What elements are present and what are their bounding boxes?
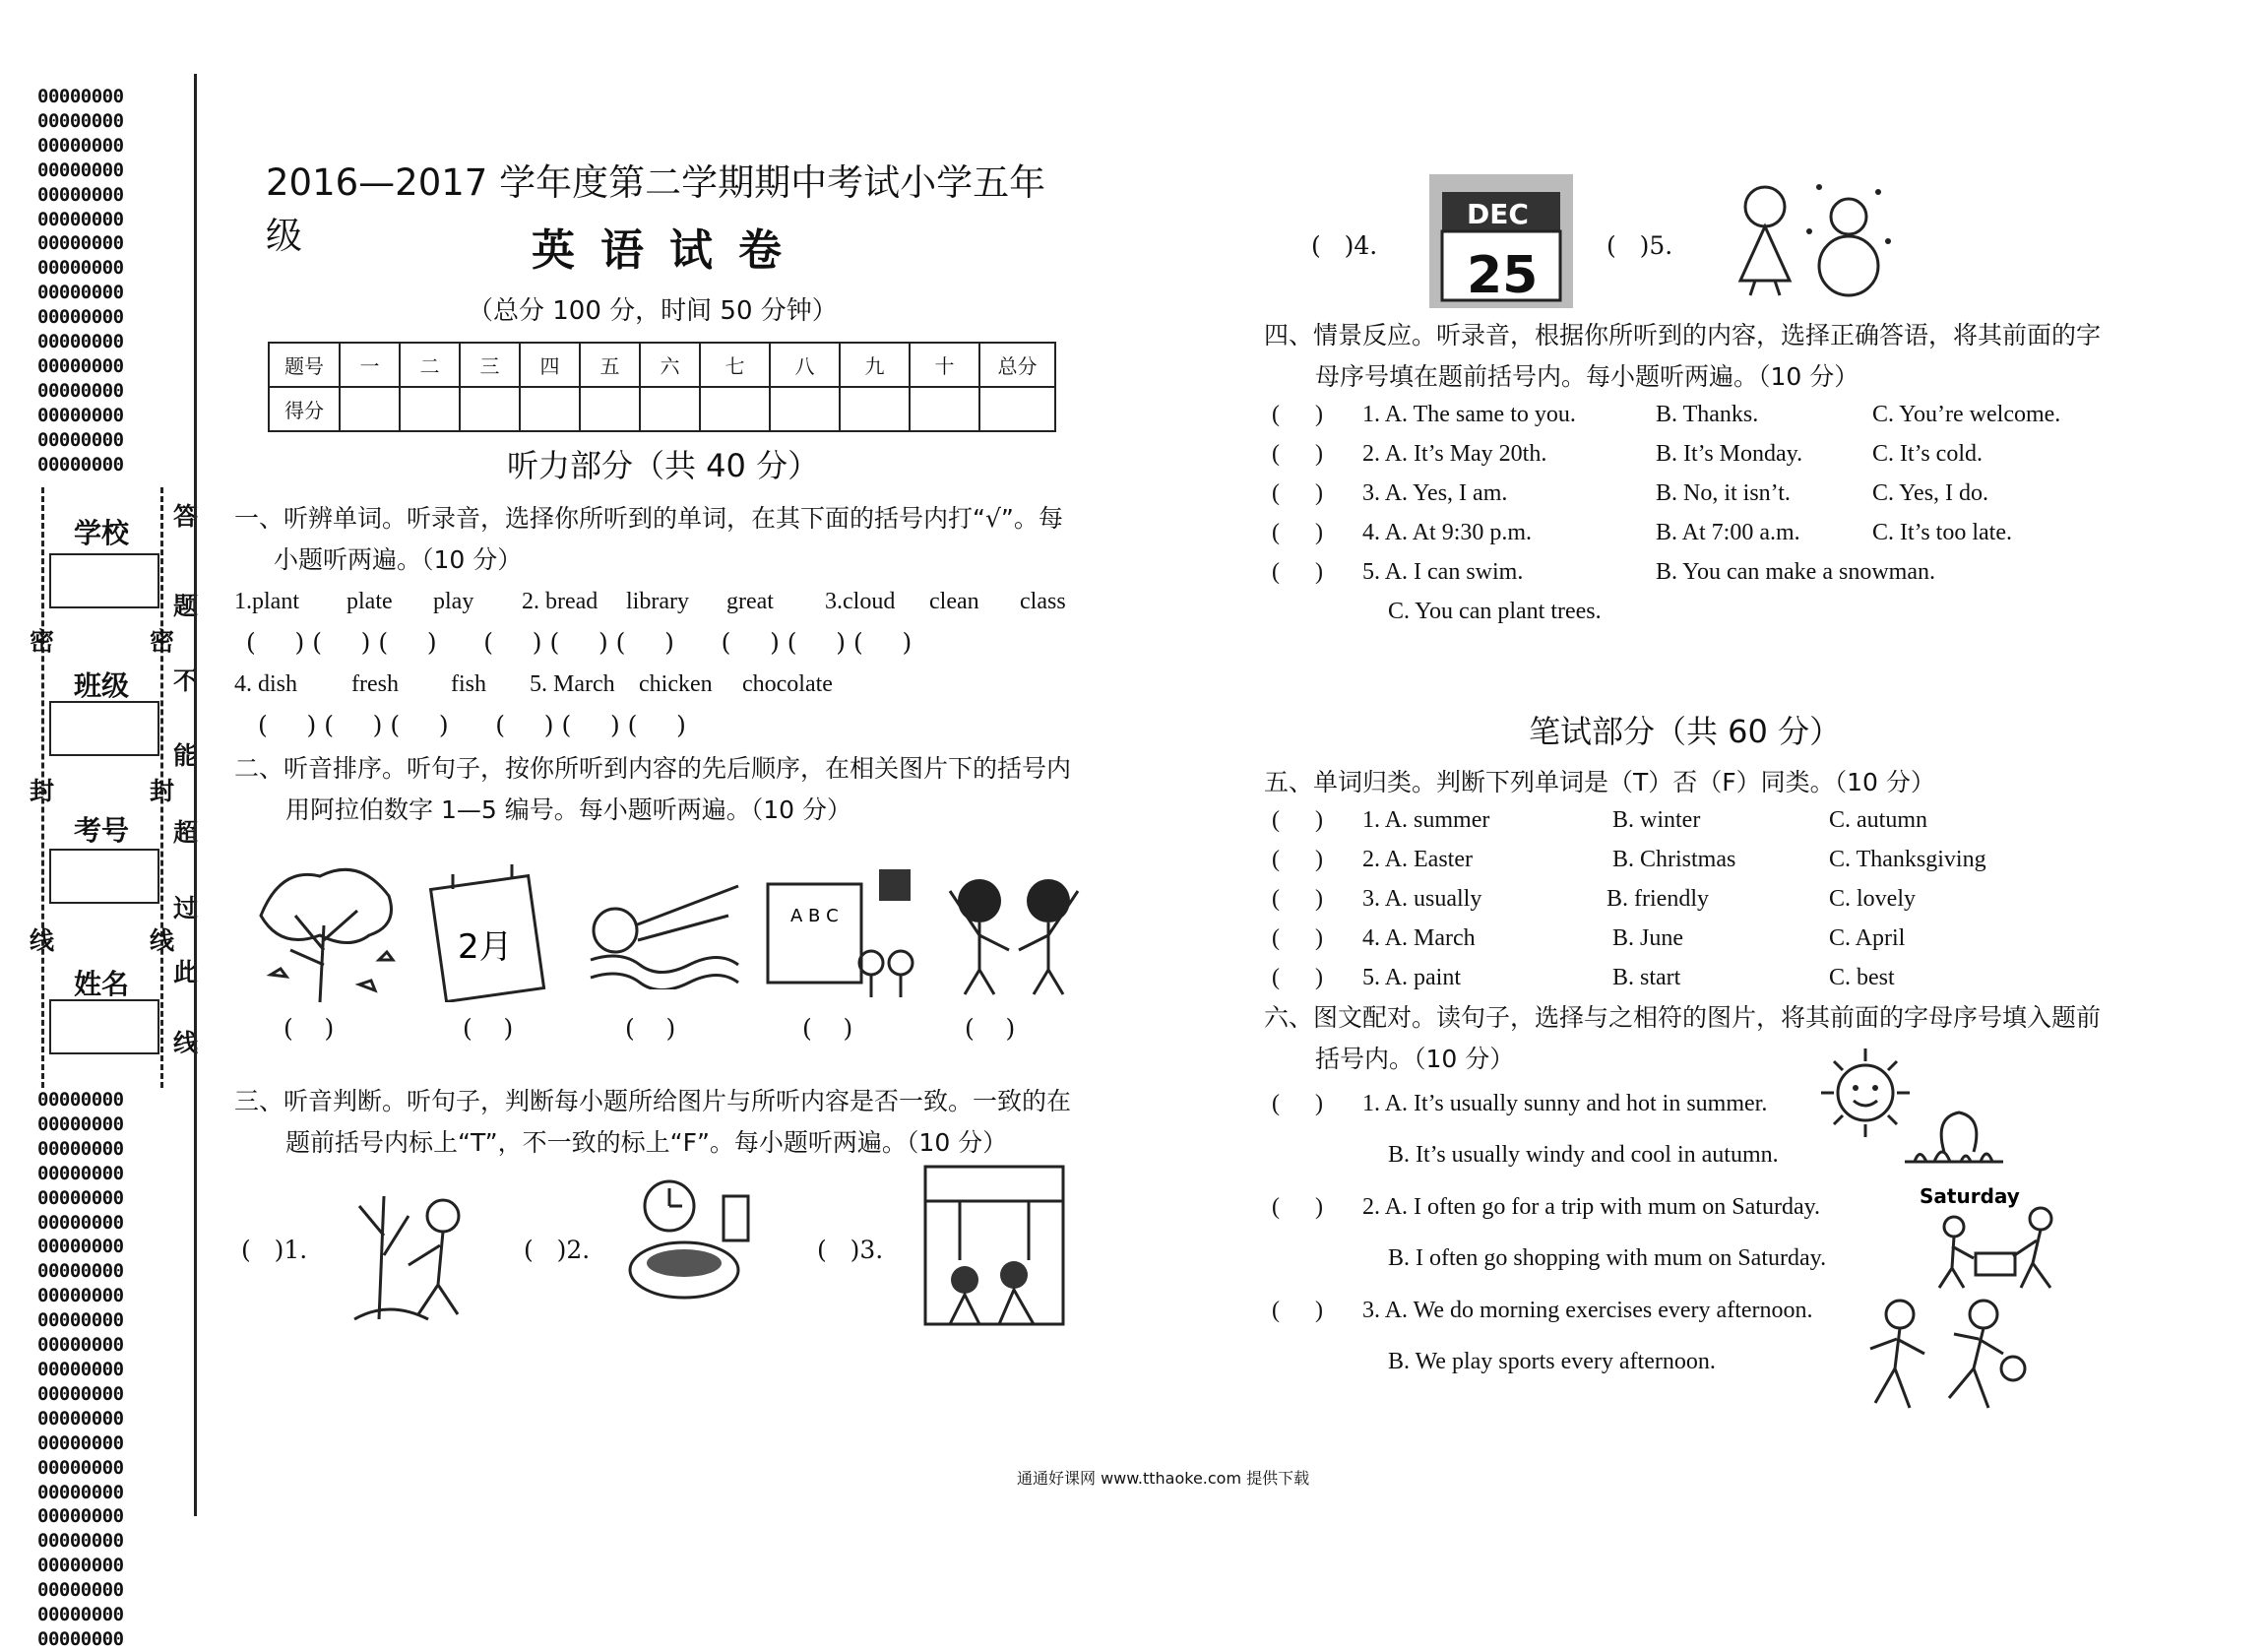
answer-paren[interactable]: ( ) [1272, 1091, 1323, 1116]
word: cloud [843, 589, 896, 614]
q4-instruction: 四、情景反应。听录音，根据你所听到的内容，选择正确答语，将其前面的字 [1264, 321, 2102, 349]
option-b: B. You can make a snowman. [1656, 559, 1935, 585]
swimming-boy-picture [581, 871, 748, 989]
option-b: B. winter [1612, 807, 1701, 833]
q3-item[interactable]: ( )4. [1311, 231, 1378, 260]
score-cell-input[interactable] [979, 387, 1055, 431]
score-table-cell: 七 [700, 343, 770, 387]
answer-paren[interactable]: ( ) [1272, 1194, 1323, 1220]
q6-options [1272, 1091, 1882, 1386]
word: fresh [351, 671, 399, 697]
score-table-cell: 总分 [979, 343, 1055, 387]
option-c: C. autumn [1829, 807, 1927, 833]
score-info: （总分 100 分，时间 50 分钟） [468, 296, 838, 326]
option-a: 4. A. At 9:30 p.m. [1362, 520, 1533, 545]
option-b: B. June [1612, 925, 1683, 951]
score-table-score-row [269, 387, 1055, 431]
option-b: B. Christmas [1612, 847, 1736, 872]
score-cell-input[interactable] [910, 387, 979, 431]
item-number: 1. [284, 1236, 308, 1264]
q1-group [522, 589, 598, 615]
option-a: 1. A. summer [1362, 807, 1490, 833]
item-number: 5. [1649, 231, 1673, 260]
option-c: C. You can plant trees. [1388, 599, 1602, 624]
option-c: C. lovely [1829, 886, 1916, 912]
option-a: 1. A. The same to you. [1362, 402, 1576, 427]
answer-paren[interactable]: ( ) [1272, 886, 1323, 912]
score-table-cell: 一 [340, 343, 400, 387]
word: play [433, 589, 474, 614]
field-label-school: 学校 [73, 517, 129, 549]
word: March [553, 671, 615, 697]
option-c: C. It’s too late. [1872, 520, 2012, 545]
christmas-calendar-picture [1427, 172, 1575, 310]
item-number: 2. [566, 1236, 591, 1264]
q3-item[interactable]: ( )5. [1606, 231, 1673, 260]
warning-char: 超 [173, 818, 199, 847]
name-input[interactable] [49, 999, 159, 1054]
word: plate [346, 589, 393, 614]
subject-title: 英语试卷 [532, 225, 807, 276]
score-table-cell: 八 [770, 343, 840, 387]
seal-mark-left: 封 [30, 777, 55, 805]
calendar-picture [418, 864, 546, 1002]
option-b: B. Thanks. [1656, 402, 1759, 427]
answer-paren[interactable]: ( ) [1272, 520, 1323, 545]
q1-group [825, 589, 895, 615]
writing-section-title: 笔试部分（共 60 分） [1529, 713, 1842, 750]
word: plant [252, 589, 299, 614]
score-table-cell: 题号 [269, 343, 340, 387]
field-label-class: 班级 [73, 669, 129, 702]
warning-char: 此 [173, 958, 199, 986]
score-table-cell: 三 [460, 343, 520, 387]
saturday-label: Saturday [1920, 1184, 2020, 1208]
word: library [626, 589, 689, 614]
item-number: 1. [234, 589, 252, 614]
q1-group [234, 671, 297, 698]
item-number: 3. [859, 1236, 884, 1264]
option-a: 5. A. I can swim. [1362, 559, 1524, 585]
option-b: B. friendly [1606, 886, 1709, 912]
word: dish [258, 671, 298, 697]
score-cell-input[interactable] [580, 387, 640, 431]
q3-item[interactable]: ( )3. [817, 1236, 884, 1264]
score-cell-input[interactable] [340, 387, 400, 431]
answer-paren[interactable]: ( ) [1272, 402, 1323, 427]
exercising-kids-picture [940, 861, 1088, 999]
word: chocolate [742, 671, 833, 697]
warning-char: 能 [173, 741, 199, 770]
q1-instruction-2: 小题听两遍。（10 分） [274, 545, 523, 574]
exam-number-input[interactable] [49, 849, 159, 904]
option-a: 3. A. Yes, I am. [1362, 480, 1508, 506]
warning-char: 答 [173, 502, 199, 531]
shopping-picture [1915, 1179, 2082, 1293]
option-c: C. best [1829, 965, 1895, 990]
listening-section-title: 听力部分（共 40 分） [507, 447, 820, 484]
option-a: 4. A. March [1362, 925, 1476, 951]
answer-paren[interactable]: ( ) [463, 1014, 514, 1043]
option-b: B. We play sports every afternoon. [1388, 1349, 1716, 1374]
score-table-cell: 得分 [269, 387, 340, 431]
option-a: 2. A. Easter [1362, 847, 1473, 872]
seal-mark-inner: 线 [150, 926, 175, 955]
q4-options [1272, 402, 2138, 628]
seal-mark-inner: 密 [150, 627, 175, 656]
score-table-cell: 四 [520, 343, 580, 387]
snowman-picture [1721, 172, 1898, 305]
score-cell-input[interactable] [400, 387, 460, 431]
q1-group [530, 671, 615, 698]
footer-text: 通通好课网 www.tthaoke.com 提供下载 [1017, 1469, 1310, 1488]
warning-char: 不 [173, 667, 199, 695]
score-table-header-row [269, 343, 1055, 387]
answer-paren[interactable]: ( ) [1272, 559, 1323, 585]
field-label-exam-number: 考号 [73, 814, 129, 847]
family-room-picture [920, 1162, 1068, 1329]
field-label-name: 姓名 [73, 968, 129, 1000]
q3-item[interactable]: ( )1. [241, 1236, 308, 1264]
q2-instruction-2: 用阿拉伯数字 1—5 编号。每小题听两遍。（10 分） [285, 795, 851, 824]
answer-parens-row2[interactable]: ( ) ( ) ( ) ( ) ( ) ( ) [258, 711, 686, 739]
q3-instruction-2: 题前括号内标上“T”，不一致的标上“F”。每小题听两遍。（10 分） [285, 1128, 1008, 1157]
answer-paren[interactable]: ( ) [965, 1014, 1016, 1043]
classroom-picture [763, 864, 920, 1002]
score-cell-input[interactable] [520, 387, 580, 431]
breakfast-clock-picture [625, 1176, 763, 1304]
sports-picture [1865, 1295, 2033, 1418]
answer-paren[interactable]: ( ) [1272, 965, 1323, 990]
autumn-tree-picture [251, 857, 399, 1004]
option-c: C. Yes, I do. [1872, 480, 1989, 506]
seal-mark-left: 密 [30, 627, 55, 656]
answer-paren[interactable]: ( ) [802, 1014, 853, 1043]
word: clean [929, 589, 979, 614]
q3-instruction: 三、听音判断。听句子，判断每小题所给图片与所听内容是否一致。一致的在 [234, 1087, 1072, 1115]
answer-paren[interactable]: ( ) [1272, 441, 1323, 467]
option-c: C. You’re welcome. [1872, 402, 2061, 427]
answer-parens-row1[interactable]: ( ) ( ) ( ) ( ) ( ) ( ) ( ) ( ) ( ) [246, 628, 913, 657]
item-number: 5. [530, 671, 547, 697]
score-cell-input[interactable] [640, 387, 700, 431]
score-table-cell: 六 [640, 343, 700, 387]
option-a: 2. A. I often go for a trip with mum on Saturday. [1362, 1194, 1821, 1220]
warning-char: 线 [173, 1029, 199, 1057]
calendar-day-text: 25 [1467, 246, 1539, 305]
option-b: B. No, it isn’t. [1656, 480, 1791, 506]
option-c: C. It’s cold. [1872, 441, 1983, 467]
item-number: 4. [1354, 231, 1378, 260]
option-a: 1. A. It’s usually sunny and hot in summer. [1362, 1091, 1768, 1116]
q4-instruction-2: 母序号填在题前括号内。每小题听两遍。（10 分） [1315, 362, 1859, 391]
seal-mark-inner: 封 [150, 777, 175, 805]
option-b: B. It’s Monday. [1656, 441, 1803, 467]
q5-instruction: 五、单词归类。判断下列单词是（T）否（F）同类。（10 分） [1264, 768, 1935, 796]
score-table-cell: 九 [840, 343, 910, 387]
word: great [726, 589, 774, 614]
answer-paren[interactable]: ( ) [1272, 847, 1323, 872]
warning-char: 题 [173, 592, 199, 620]
q2-instruction: 二、听音排序。听句子，按你所听到内容的先后顺序，在相关图片下的括号内 [234, 754, 1072, 783]
word: fish [451, 671, 486, 697]
option-c: C. Thanksgiving [1829, 847, 1986, 872]
seal-mark-left: 线 [30, 926, 55, 955]
answer-paren[interactable]: ( ) [1272, 480, 1323, 506]
binding-border-line [194, 74, 197, 1516]
option-a: 2. A. It’s May 20th. [1362, 441, 1547, 467]
score-cell-input[interactable] [840, 387, 910, 431]
item-number: 4. [234, 671, 252, 697]
option-a: 3. A. We do morning exercises every afternoon. [1362, 1298, 1813, 1323]
zeros-pattern-bottom: 00000000 00000000 00000000 00000000 00000000 00000000 00000000 00000000 00000000 00000000 00000000 00000000 00000000 00000000 00000000 00000000 00000000 00000000 00000000 00000000 00000000 00000000 00000000 [37, 1089, 124, 1650]
q1-group [234, 589, 299, 615]
answer-paren[interactable]: ( ) [1272, 807, 1323, 833]
score-cell-input[interactable] [460, 387, 520, 431]
answer-paren[interactable]: ( ) [1272, 1298, 1323, 1323]
option-a: 3. A. usually [1362, 886, 1482, 912]
q6-instruction-2: 括号内。（10 分） [1315, 1045, 1515, 1073]
autumn-leaves-picture [1900, 1108, 2008, 1167]
q3-item[interactable]: ( )2. [524, 1236, 591, 1264]
answer-paren[interactable]: ( ) [1272, 925, 1323, 951]
option-b: B. I often go shopping with mum on Saturday. [1388, 1245, 1827, 1271]
board-text: A B C [790, 906, 839, 926]
answer-paren[interactable]: ( ) [625, 1014, 676, 1043]
score-table [268, 342, 1056, 432]
q6-instruction: 六、图文配对。读句子，选择与之相符的图片，将其前面的字母序号填入题前 [1264, 1003, 2102, 1032]
word: chicken [639, 671, 713, 697]
answer-paren[interactable]: ( ) [284, 1014, 335, 1043]
class-input[interactable] [49, 701, 159, 756]
word: bread [545, 589, 598, 614]
school-input[interactable] [49, 553, 159, 608]
option-b: B. start [1612, 965, 1681, 990]
score-table-cell: 十 [910, 343, 979, 387]
score-cell-input[interactable] [700, 387, 770, 431]
score-table-cell: 五 [580, 343, 640, 387]
option-c: C. April [1829, 925, 1906, 951]
calendar-text: 2月 [458, 927, 513, 967]
score-table-cell: 二 [400, 343, 460, 387]
option-b: B. It’s usually windy and cool in autumn. [1388, 1142, 1779, 1168]
warning-char: 过 [173, 894, 199, 922]
option-a: 5. A. paint [1362, 965, 1462, 990]
score-cell-input[interactable] [770, 387, 840, 431]
item-number: 3. [825, 589, 843, 614]
q5-options [1272, 807, 2138, 1004]
word: class [1020, 589, 1066, 614]
binding-strip [0, 0, 207, 1650]
calendar-month-text: DEC [1467, 198, 1529, 230]
zeros-pattern-top: 00000000 00000000 00000000 00000000 00000000 00000000 00000000 00000000 00000000 00000000 00000000 00000000 00000000 00000000 00000000 00000000 [37, 86, 124, 476]
exam-title: 2016—2017 学年度第二学期期中考试小学五年级 [266, 161, 1046, 257]
planting-tree-picture [349, 1176, 477, 1324]
q1-instruction: 一、听辨单词。听录音，选择你所听到的单词，在其下面的括号内打“√”。每 [234, 504, 1063, 533]
item-number: 2. [522, 589, 539, 614]
option-b: B. At 7:00 a.m. [1656, 520, 1800, 545]
